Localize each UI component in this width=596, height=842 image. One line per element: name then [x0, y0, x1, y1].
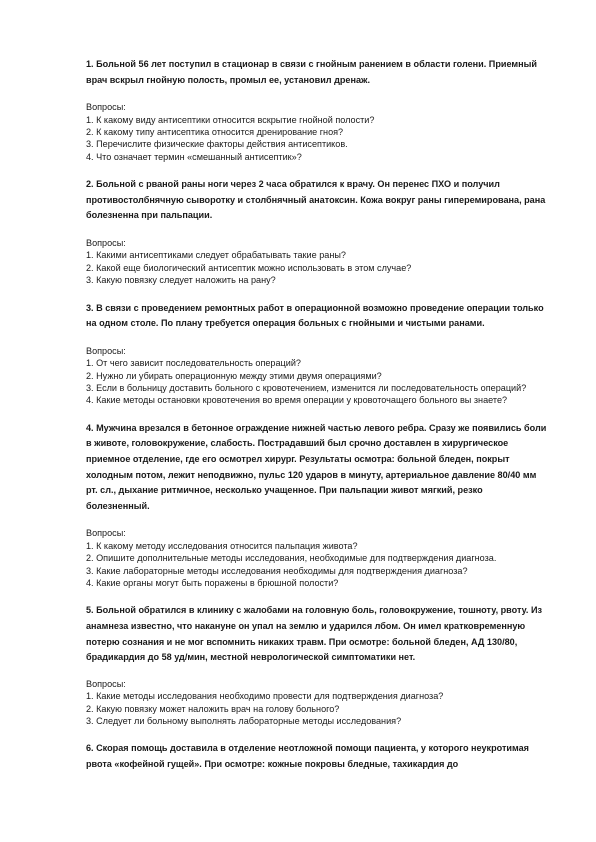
case-task: 1. Больной 56 лет поступил в стационар в связи с гнойным ранением в области голени. Приемный врач вскрыл гнойную полость, промыл ее, установил дренаж. [86, 59, 537, 85]
questions-header: Вопросы: [86, 238, 126, 248]
question-item: 3. Какие лабораторные методы исследования необходимы для подтверждения диагноза? [86, 565, 468, 576]
case-5 [86, 603, 548, 727]
case-task: 4. Мужчина врезался в бетонное ограждение нижней частью левого ребра. Сразу же появились боли в животе, головокружение, слабость. Пострадавший был срочно доставлен в хирургическое приемное отделение, где его осмотрел хирург. Результаты осмотра: больной бледен, покрыт холодным потом, лежит неподвижно, пульс 120 ударов в минуту, артериальное давление 80/40 мм рт. сл., дыхание ритмичное, несколько учащенное. При пальпации живот мягкий, резко болезненный. [86, 422, 547, 511]
questions-header: Вопросы: [86, 678, 126, 689]
case-task: 2. Больной с рваной раны ноги через 2 часа обратился к врачу. Он перенес ПХО и получил противостолбнячную сыворотку и столбнячный анатоксин. Кожа вокруг раны гиперемирована, рана болезненна при пальпации. [86, 179, 546, 221]
question-item: 3. Перечислите физические факторы действия антисептиков. [86, 139, 348, 150]
case-task: 6. Скорая помощь доставила в отделение неотложной помощи пациента, у которого неукротимая рвота «кофейной гущей». При осмотре: кожные покровы бледные, тахикардия до [86, 743, 529, 770]
case-task: 5. Больной обратился в клинику с жалобами на головную боль, головокружение, тошноту, рвоту. Из анамнеза известно, что накануне он упал на землю и ударился лбом. Он имел кратковременную потерю сознания и не мог вспомнить никаких травм. При осмотре: больной бледен, АД 130/80, брадикардия до 58 уд/мин, местной неврологической симптоматики нет. [86, 605, 543, 663]
question-item: 2. Какую повязку может наложить врач на голову больного? [86, 703, 340, 714]
question-item: 4. Что означает термин «смешанный антисептик»? [86, 151, 302, 162]
case-6 [86, 741, 548, 772]
document-page [86, 57, 548, 787]
case-2 [86, 177, 548, 286]
question-item: 3. Если в больницу доставить больного с кровотечением, изменится ли последовательность операций? [86, 383, 527, 394]
question-item: 2. Какой еще биологический антисептик можно использовать в этом случае? [86, 262, 412, 273]
question-item: 4. Какие методы остановки кровотечения во время операции у кровоточащего больного вы знаете? [86, 395, 508, 406]
question-item: 1. От чего зависит последовательность операций? [86, 358, 301, 369]
question-item: 1. К какому методу исследования относится пальпация живота? [86, 540, 358, 551]
questions-header: Вопросы: [86, 102, 126, 113]
case-task: 3. В связи с проведением ремонтных работ в операционной возможно проведение операции только на одном столе. По плану требуется операция больных с гнойными и чистыми ранами. [86, 302, 544, 329]
question-item: 2. К какому типу антисептика относится дренирование гноя? [86, 127, 344, 137]
question-item: 1. Какими антисептиками следует обрабатывать такие раны? [86, 250, 346, 261]
question-item: 2. Опишите дополнительные методы исследования, необходимые для подтверждения диагноза. [86, 553, 497, 564]
questions-header: Вопросы: [86, 345, 126, 356]
question-item: 3. Какую повязку следует наложить на рану? [86, 275, 276, 286]
case-1 [86, 57, 548, 163]
question-item: 1. Какие методы исследования необходимо провести для подтверждения диагноза? [86, 691, 444, 702]
case-3 [86, 301, 548, 407]
case-4 [86, 421, 548, 590]
question-item: 2. Нужно ли убирать операционную между этими двумя операциями? [86, 370, 382, 381]
question-item: 3. Следует ли больному выполнять лабораторные методы исследования? [86, 716, 402, 727]
question-item: 4. Какие органы могут быть поражены в брюшной полости? [86, 578, 339, 589]
question-item: 1. К какому виду антисептики относится вскрытие гнойной полости? [86, 114, 375, 125]
questions-header: Вопросы: [86, 528, 126, 539]
